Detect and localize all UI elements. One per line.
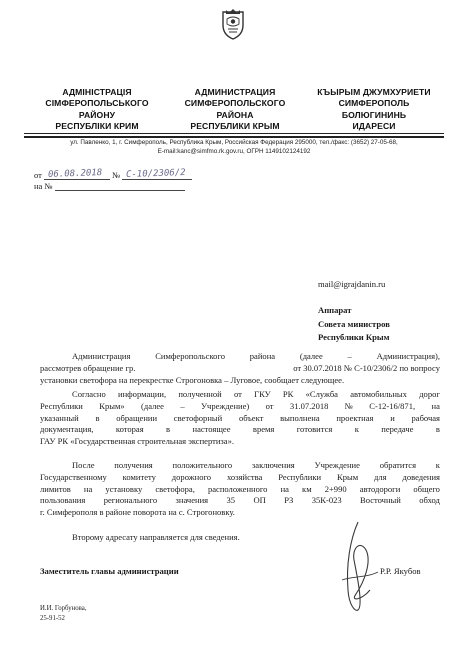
word: светофорный: [173, 412, 223, 423]
signer-name: Р.Р. Якубов: [380, 566, 421, 576]
word: 2+990: [324, 483, 347, 494]
word: (далее: [299, 351, 323, 361]
word: дорог: [419, 389, 440, 399]
word: которая: [115, 424, 144, 435]
word: РЗ: [284, 495, 294, 506]
text-line: [40, 401, 440, 413]
word: ГКУ: [254, 389, 271, 399]
word: 35К-023: [311, 495, 342, 506]
word: указанный: [40, 412, 79, 423]
date-label: от: [34, 170, 42, 180]
handwritten-date: 06.08.2018: [47, 168, 103, 180]
org-line: РАЙОНУ: [78, 109, 116, 120]
word: Крым: [337, 471, 359, 482]
text: Второму адресату направляется для сведения.: [72, 532, 240, 542]
header-divider: [24, 133, 444, 134]
text-line: [40, 375, 440, 387]
handwritten-signature: [328, 520, 388, 615]
word: Учреждение): [201, 400, 250, 411]
word: объект: [238, 412, 264, 423]
word: автомобильных: [350, 389, 407, 399]
word: км: [302, 483, 312, 494]
word: Согласно: [72, 389, 106, 399]
text-line: [40, 484, 440, 496]
word: настоящее: [192, 424, 231, 435]
word: комитету: [122, 471, 156, 482]
word: обратится: [379, 460, 417, 470]
coat-of-arms-icon: [220, 8, 246, 40]
word: –: [347, 351, 352, 361]
word: обращении: [116, 412, 158, 423]
executor-info: [40, 604, 87, 623]
org-line: КЪЫРЫМ ДЖУМХУРИЕТИ: [317, 87, 431, 97]
word: в: [95, 412, 100, 423]
word: Симферопольского: [155, 351, 226, 361]
word: значения: [175, 495, 209, 506]
word: получения: [114, 460, 153, 470]
word: установку: [105, 483, 143, 494]
word: передаче: [381, 424, 414, 435]
text-line: [40, 363, 440, 375]
org-line: СІМФЕРОПОЛЬСЬКОГО: [45, 98, 149, 109]
paragraph-3: [40, 460, 440, 519]
word: в: [166, 424, 171, 435]
recipient-line: Республики Крым: [318, 332, 390, 342]
org-line: ИДАРЕСИ: [352, 120, 396, 131]
paragraph-2: [40, 389, 440, 448]
word: и: [390, 412, 395, 423]
word: района: [249, 351, 276, 361]
org-line: АДМІНІСТРАЦІЯ: [62, 87, 132, 97]
word: расположенного: [207, 483, 268, 494]
word: от 30.07.2018 № С-10/2306/2 по вопросу: [293, 362, 440, 373]
word: Республики: [40, 400, 83, 411]
word: обход: [419, 495, 440, 506]
word: лимитов: [40, 483, 71, 494]
word: документация,: [40, 424, 94, 435]
word: от: [233, 389, 242, 399]
text-line: [40, 413, 440, 425]
word: положительного: [172, 460, 233, 470]
word: 31.07.2018: [289, 400, 329, 411]
org-contacts: E-mail:kanc@simfmo.rk.gov.ru, ОГРН 1149102124192: [157, 148, 311, 155]
text-line: [40, 495, 440, 507]
word: Восточный: [360, 495, 401, 506]
word: к: [435, 460, 440, 470]
word: «Служба: [305, 389, 338, 399]
text-line: [40, 351, 440, 363]
org-line: БОЛЮГИНИНЬ: [341, 109, 407, 120]
org-name-ukrainian: [32, 87, 162, 132]
word: После: [72, 460, 95, 470]
paragraph-1: [40, 351, 440, 386]
recipient-email: mail@igrajdanin.ru: [318, 279, 386, 289]
word: выполнена: [280, 412, 320, 423]
word: Крым»: [99, 400, 125, 411]
word: для: [374, 471, 387, 482]
word: дорожного: [171, 471, 212, 482]
word: к: [354, 424, 359, 435]
word: проектная: [336, 412, 374, 423]
word: время: [252, 424, 275, 435]
word: светофора,: [155, 483, 195, 494]
word: автодороги: [359, 483, 401, 494]
recipient-line: Совета министров: [318, 318, 390, 329]
text-line: [40, 424, 440, 436]
text-line: [40, 472, 440, 484]
word: ОП: [253, 495, 266, 506]
executor-name: И.И. Горбунова,: [40, 605, 87, 612]
word: общего: [413, 483, 440, 494]
word: установки светофора на перекрестке Строгоновка – Луговое, сообщает следующее.: [40, 374, 345, 385]
word: хозяйства: [226, 471, 263, 482]
org-line: РЕСПУБЛИКИ КРЫМ: [190, 120, 280, 131]
recipient-line: Аппарат: [318, 305, 352, 315]
ref-label: на №: [34, 181, 53, 191]
org-name-russian: [170, 87, 300, 132]
word: готовится: [296, 424, 333, 435]
word: Администрация: [72, 351, 131, 361]
word: Администрация),: [376, 351, 440, 361]
text-line: [40, 389, 440, 401]
word: г. Симферополя в районе поворота на с. Строгоновку.: [40, 507, 235, 518]
outgoing-registration: [34, 167, 192, 181]
org-name-crimean-tatar: [309, 87, 439, 132]
date-field: [44, 170, 110, 180]
text-line: [40, 507, 440, 519]
word: –: [180, 400, 185, 411]
org-line: РЕСПУБЛІКИ КРИМ: [55, 120, 139, 131]
word: Учреждение: [314, 460, 360, 470]
text-line: [40, 436, 440, 448]
org-line: СИМФЕРОПОЛЬ: [338, 98, 410, 109]
word: (далее: [141, 400, 164, 411]
word: рассмотрев обращение гр.: [40, 362, 136, 373]
word: на: [431, 400, 440, 411]
ref-field: [55, 181, 185, 191]
word: 35: [226, 495, 236, 506]
org-line: АДМИНИСТРАЦИЯ: [194, 87, 276, 97]
signer-position: Заместитель главы администрации: [40, 566, 179, 576]
recipient-block: [318, 304, 390, 345]
handwritten-number: С-10/2306/2: [126, 167, 187, 181]
word: С-12-16/871,: [369, 400, 416, 411]
word: доведения: [402, 471, 440, 482]
word: Республики: [278, 471, 322, 482]
word: №: [344, 400, 353, 411]
incoming-reference: [34, 181, 185, 191]
word: Государственному: [40, 471, 107, 482]
word: рабочая: [411, 412, 440, 423]
word: в: [435, 424, 440, 435]
word: от: [265, 400, 274, 411]
org-line: СИМФЕРОПОЛЬСКОГО: [184, 98, 286, 109]
word: полученной: [178, 389, 222, 399]
word: заключения: [251, 460, 295, 470]
word: информации,: [118, 389, 167, 399]
number-label: №: [112, 170, 121, 180]
word: на: [83, 483, 93, 494]
org-address: ул. Павленко, 1, г. Симферополь, Республика Крым, Российская Федерация 295000, тел./факс: (3652) 27-05-68,: [70, 139, 398, 146]
word: регионального: [103, 495, 158, 506]
text-line: [40, 460, 440, 472]
word: ГАУ РК «Государственная строительная экспертиза».: [40, 436, 235, 447]
number-field: [122, 167, 192, 181]
word: РК: [282, 389, 294, 399]
org-line: РАЙОНА: [216, 109, 254, 120]
word: пользования: [40, 495, 86, 506]
word: на: [280, 483, 289, 494]
executor-phone: 25-91-52: [40, 614, 65, 622]
